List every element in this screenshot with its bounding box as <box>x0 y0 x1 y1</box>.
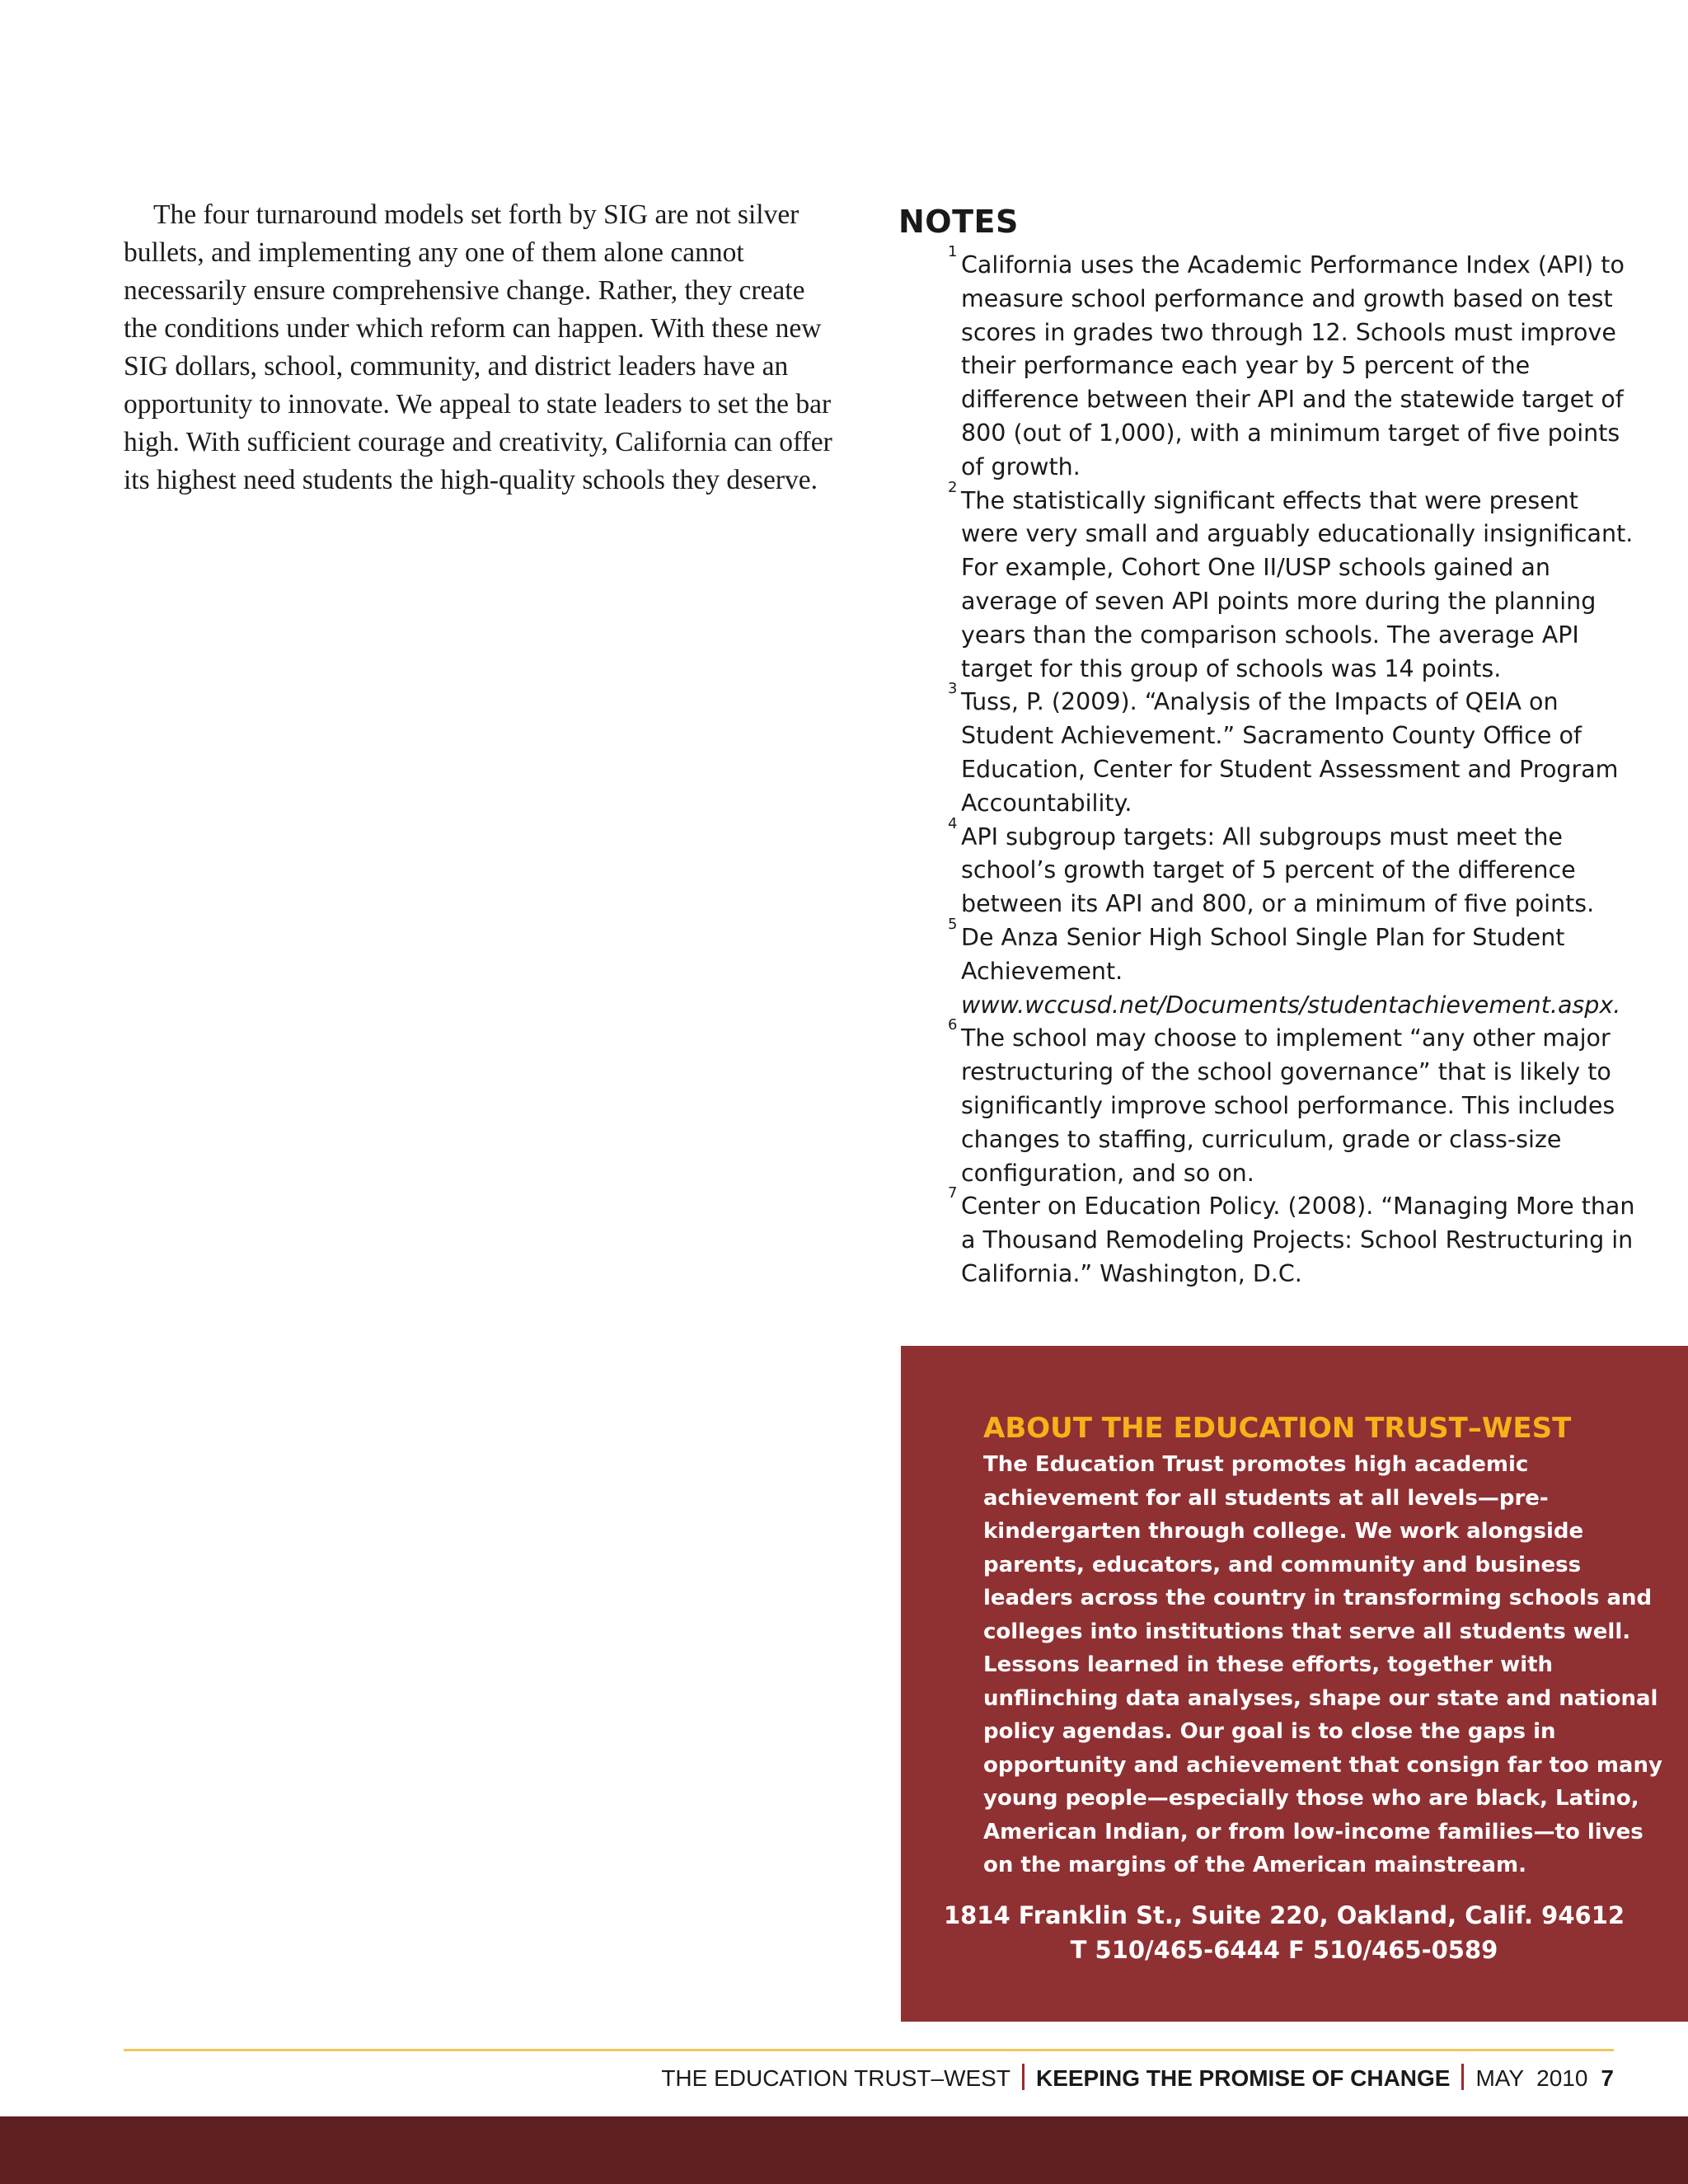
note-number: 3 <box>948 680 958 698</box>
note-7 <box>898 1184 1640 1291</box>
contact-address <box>901 1898 1667 1967</box>
body-paragraph: The four turnaround models set forth by SIG are not silver bullets, and implementing any one of them alone cannot necessarily ensure comprehensive change. Rather, they create the conditions under which reform can happen. With these new SIG dollars, school, community, and district leaders have an opportunity to innovate. We appeal to state leaders to set the bar high. With sufficient courage and creativity, California can offer its highest need students the high-quality schools they deserve. <box>124 199 832 495</box>
address-line: 1814 Franklin St., Suite 220, Oakland, Calif. 94612 <box>943 1901 1625 1929</box>
footer-separator <box>1461 2064 1464 2090</box>
note-text: API subgroup targets: All subgroups must meet the school’s growth target of 5 percent of the difference between its API and 800, or a minimum of five points. <box>961 823 1595 918</box>
footer-rule <box>124 2049 1614 2051</box>
footer-title: KEEPING THE PROMISE OF CHANGE <box>1035 2065 1451 2091</box>
left-column <box>124 196 832 499</box>
footer-separator <box>1022 2064 1025 2090</box>
note-number: 5 <box>948 915 958 933</box>
note-number: 7 <box>948 1184 958 1202</box>
about-box <box>901 1346 1688 2022</box>
notes-section <box>898 198 1640 1291</box>
note-4 <box>898 814 1640 921</box>
bottom-band <box>0 2116 1688 2184</box>
note-number: 6 <box>948 1016 958 1034</box>
note-number: 4 <box>948 814 958 832</box>
notes-list <box>898 243 1640 1291</box>
footer-date: MAY 2010 <box>1475 2065 1588 2091</box>
note-text: Center on Education Policy. (2008). “Managing More than a Thousand Remodeling Projects: School Restructuring in California.” Washington, D.C. <box>961 1193 1635 1287</box>
notes-heading: NOTES <box>898 204 1019 240</box>
note-text: De Anza Senior High School Single Plan for Student Achievement. <box>961 923 1565 985</box>
note-2 <box>898 478 1640 687</box>
note-6 <box>898 1016 1640 1190</box>
note-text: The school may choose to implement “any other major restructuring of the school governance” that is likely to significantly improve school performance. This includes changes to staffing, curriculum, grade or class-size configuration, and so on. <box>961 1024 1615 1187</box>
note-1 <box>898 243 1640 485</box>
about-heading: ABOUT THE EDUCATION TRUST–WEST <box>983 1412 1572 1445</box>
note-text: California uses the Academic Performance Index (API) to measure school performance and growth based on test scores in grades two through 12. Schools must improve their performance each year by 5 percent of the difference between their API and the statewide target of 800 (out of 1,000), with a minimum target of five points of growth. <box>961 251 1625 480</box>
note-url-link[interactable]: www.wccusd.net/Documents/studentachievement.aspx. <box>961 991 1621 1019</box>
note-number: 2 <box>948 478 958 496</box>
about-body: The Education Trust promotes high academic achievement for all students at all levels—pre-kindergarten through college. We work alongside parents, educators, and community and business leaders across the country in transforming schools and colleges into institutions that serve all students well. Lessons learned in these efforts, together with unflinching data analyses, shape our state and national policy agendas. Our goal is to close the gaps in opportunity and achievement that consign far too many young people—especially those who are black, Latino, American Indian, or from low-income families—to lives on the margins of the American mainstream. <box>983 1452 1662 1877</box>
note-text: Tuss, P. (2009). “Analysis of the Impacts of QEIA on Student Achievement.” Sacramento County Office of Education, Center for Student Assessment and Program Accountability. <box>961 688 1619 817</box>
note-number: 1 <box>948 243 958 260</box>
note-5 <box>898 915 1640 1022</box>
note-3 <box>898 680 1640 820</box>
page-number: 7 <box>1601 2065 1614 2091</box>
note-text: The statistically significant effects that were present were very small and arguably educationally insignificant. For example, Cohort One II/USP schools gained an average of seven API points more during the planning years than the comparison schools. The average API target for this group of schools was 14 points. <box>961 486 1634 682</box>
footer-org: THE EDUCATION TRUST–WEST <box>661 2065 1010 2091</box>
page-footer <box>661 2062 1614 2095</box>
phone-fax-line: T 510/465-6444 F 510/465-0589 <box>1070 1936 1498 1964</box>
